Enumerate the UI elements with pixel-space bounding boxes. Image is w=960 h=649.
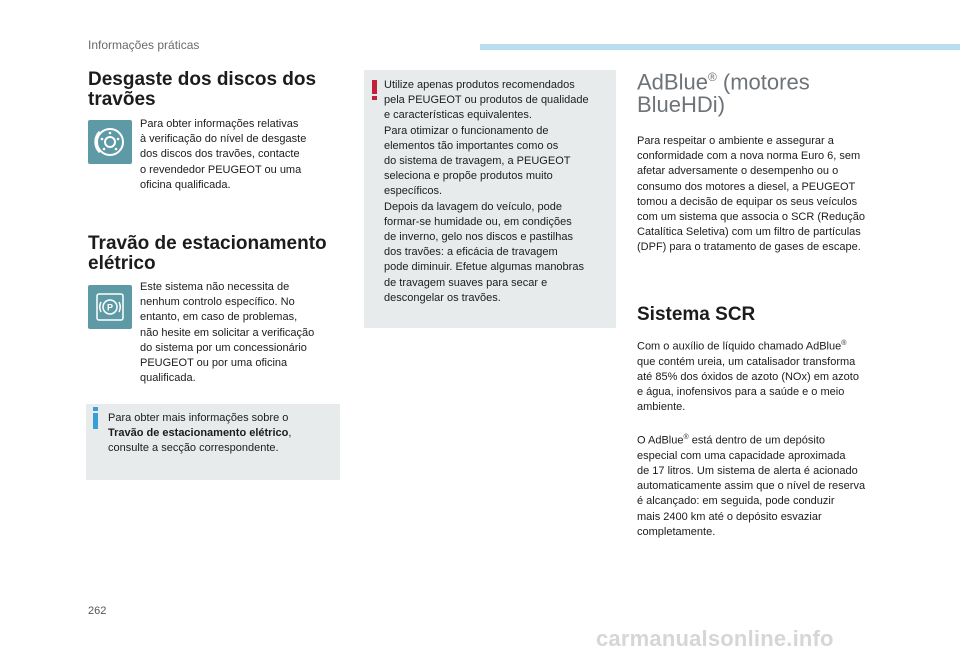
parking-brake-icon: [88, 285, 132, 329]
adblue-title-name: AdBlue: [637, 69, 708, 95]
registered-mark: ®: [707, 70, 717, 84]
adblue-intro: Para respeitar o ambiente e assegurar a conformidade com a nova norma Euro 6, sem afetar adversamente o desempenho ou o consumo dos motores a diesel, a PEUGEOT tomou a decisão de equipar os seus veículos com um sistema que associa o SCR (Redução Catalítica Seletiva) com um filtro de partículas (DPF) para o tratamento de gases de escape.: [637, 135, 866, 254]
scr-title: Sistema SCR: [637, 304, 756, 325]
registered-mark: ®: [841, 340, 847, 347]
info-text-line3: consulte a secção correspondente.: [108, 442, 279, 455]
brakes-wear-text: Para obter informações relativas à verificação do nível de desgaste dos discos dos travões, contacte o revendedor PEUGEOT ou uma oficina qualificada.: [140, 118, 307, 191]
scr-p1-text: Com o auxílio de líquido chamado AdBlue: [637, 340, 842, 353]
parking-brake-text: Este sistema não necessita de nenhum controlo específico. No entanto, em caso de problemas, não hesite em solicitar a verificação do sistema por um concessionário PEUGEOT ou por uma oficina qualificada.: [140, 281, 315, 385]
scr-p2-rest: está dentro de um depósito especial com uma capacidade aproximada de 17 litros. Um sistema de alerta é acionado automaticamente assim que o nível de reserva é alcançado: em seguida, pode conduzir mais 2400 km até o depósito esvaziar completamente.: [637, 434, 866, 538]
scr-paragraph-2: [637, 430, 897, 540]
adblue-title-line2: BlueHDi): [637, 92, 726, 118]
info-text-line1: Para obter mais informações sobre o: [108, 412, 289, 424]
section-label: Informações práticas: [88, 38, 200, 52]
warning-icon-dot: [372, 96, 377, 100]
parking-brake-info-box: [86, 404, 340, 480]
info-icon-dot: [93, 407, 98, 411]
registered-mark: ®: [683, 434, 689, 441]
warning-icon: [372, 80, 377, 94]
scr-p1-rest: que contém ureia, um catalisador transforma até 85% dos óxidos de azoto (NOx) em azoto e água, inofensivos para a saúde e o meio ambiente.: [637, 355, 859, 414]
info-bold-reference: Travão de estacionamento elétrico: [108, 427, 289, 440]
adblue-title-part2: (motores: [716, 69, 810, 95]
warning-box: [364, 70, 616, 328]
info-icon: [93, 413, 98, 429]
adblue-title: [637, 66, 810, 116]
page-number: 262: [88, 605, 107, 617]
scr-p2-text: O AdBlue: [637, 434, 684, 447]
brake-disc-icon: [88, 120, 132, 164]
warning-text: Utilize apenas produtos recomendados pela PEUGEOT ou produtos de qualidade e características equivalentes. Para otimizar o funcionamento de elementos tão importantes como os do sistema de travagem, a PEUGEOT seleciona e propõe produtos muito específicos. Depois da lavagem do veículo, pode formar-se humidade ou, em condições de inverno, gelo nos discos e pastilhas dos travões: a eficácia de travagem pode diminuir. Efetue algumas manobras de travagem suaves para secar e descongelar os travões.: [384, 79, 589, 304]
scr-paragraph-1: [637, 336, 897, 416]
svg-text:P: P: [106, 302, 114, 313]
info-comma: ,: [288, 427, 292, 440]
header-accent-bar: [480, 44, 960, 50]
parking-brake-title: Travão de estacionamento elétrico: [88, 233, 327, 274]
brakes-wear-title: Desgaste dos discos dos travões: [88, 69, 317, 110]
watermark: carmanualsonline.info: [596, 626, 834, 649]
